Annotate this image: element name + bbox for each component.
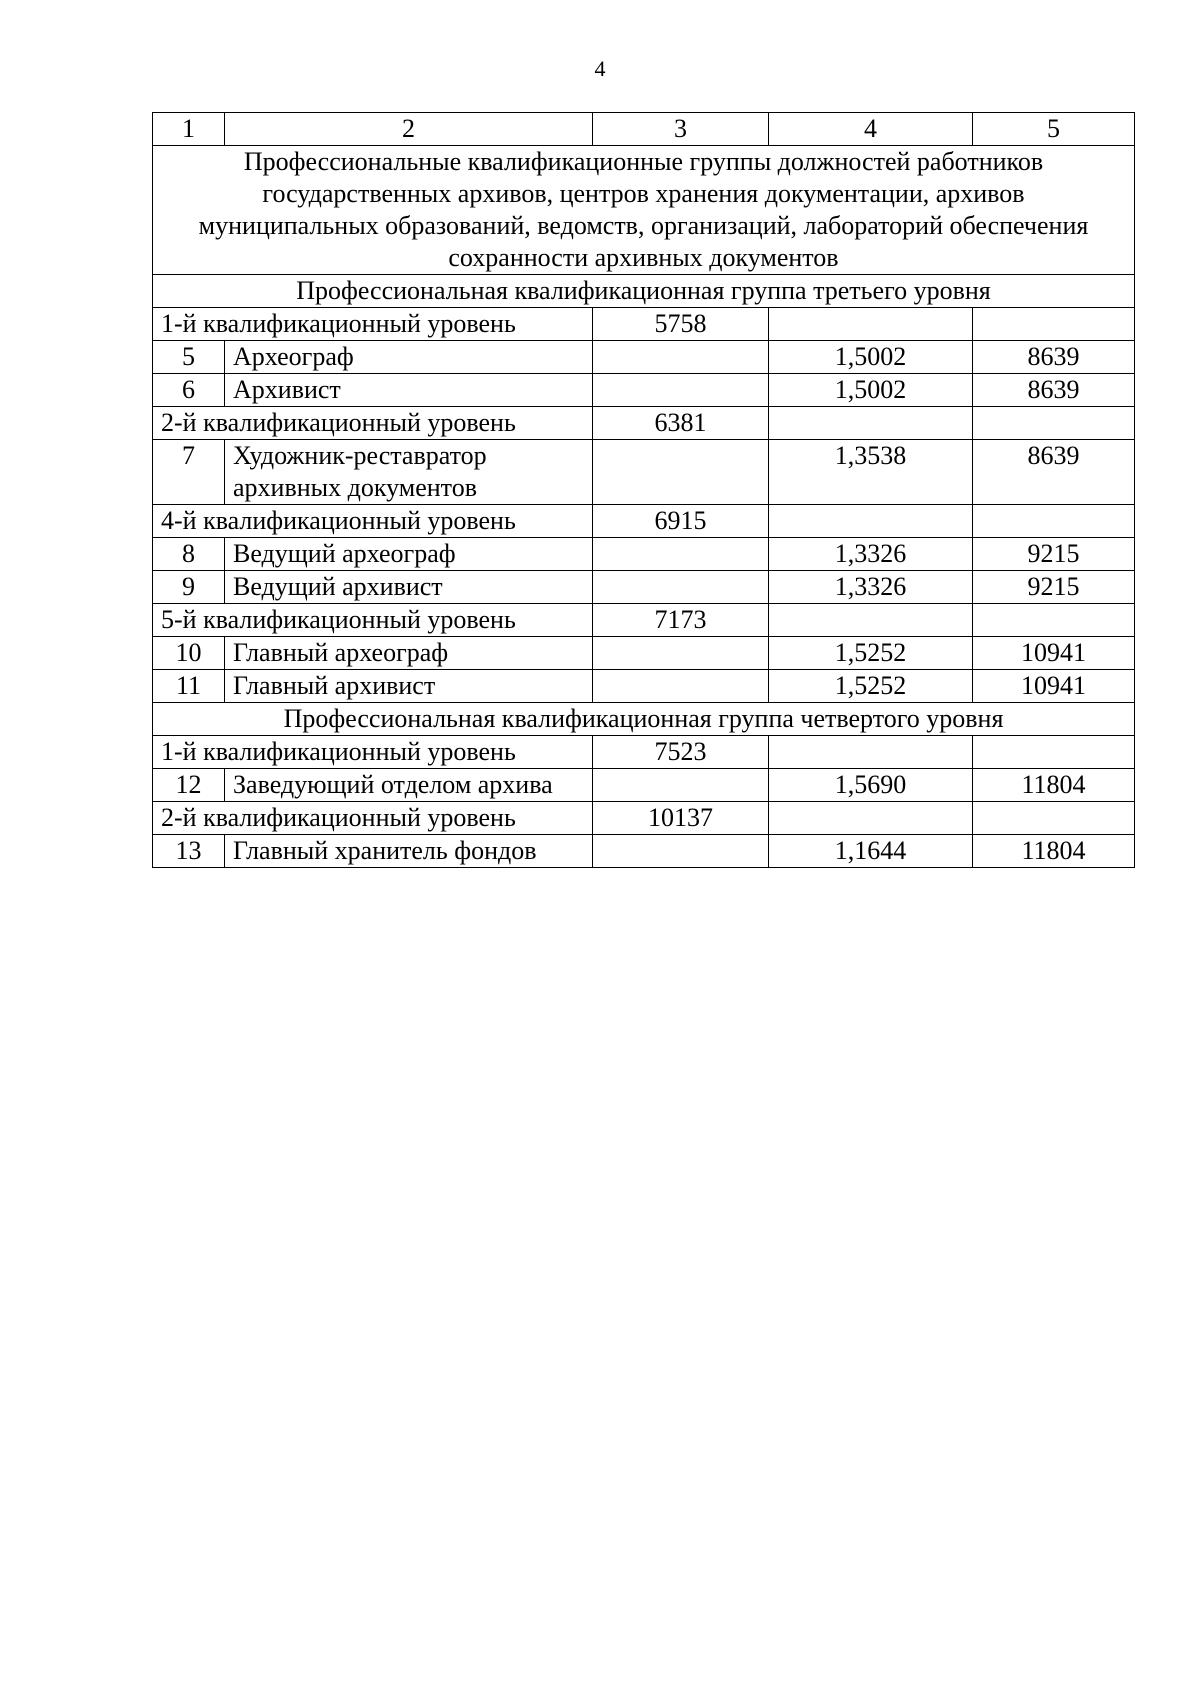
table-row — [153, 538, 1135, 571]
empty-cell — [593, 341, 769, 374]
empty-cell — [973, 308, 1135, 341]
coefficient: 1,3326 — [769, 538, 973, 571]
qualification-level-row — [153, 407, 1135, 440]
position-name: Главный археограф — [225, 637, 593, 670]
row-number: 13 — [153, 835, 225, 868]
coefficient: 1,3326 — [769, 571, 973, 604]
section-title-row — [153, 146, 1135, 275]
row-number: 8 — [153, 538, 225, 571]
row-number: 6 — [153, 374, 225, 407]
empty-cell — [769, 407, 973, 440]
position-name: Археограф — [225, 341, 593, 374]
empty-cell — [973, 505, 1135, 538]
column-number-4: 4 — [769, 113, 973, 146]
empty-cell — [769, 604, 973, 637]
position-name: Художник-реставратор архивных документов — [225, 440, 593, 505]
table-row — [153, 835, 1135, 868]
empty-cell — [593, 670, 769, 703]
empty-cell — [769, 505, 973, 538]
salary-total: 10941 — [973, 670, 1135, 703]
empty-cell — [593, 374, 769, 407]
qualification-level-label: 1-й квалификационный уровень — [153, 736, 593, 769]
coefficient: 1,5252 — [769, 637, 973, 670]
salary-total: 11804 — [973, 835, 1135, 868]
qualification-level-row — [153, 604, 1135, 637]
base-salary: 10137 — [593, 802, 769, 835]
salary-total: 8639 — [973, 341, 1135, 374]
empty-cell — [973, 736, 1135, 769]
salary-table — [152, 112, 1135, 868]
empty-cell — [973, 802, 1135, 835]
position-name: Ведущий архивист — [225, 571, 593, 604]
empty-cell — [593, 440, 769, 505]
column-number-1: 1 — [153, 113, 225, 146]
column-number-row — [153, 113, 1135, 146]
qualification-level-row — [153, 802, 1135, 835]
base-salary: 5758 — [593, 308, 769, 341]
base-salary: 6381 — [593, 407, 769, 440]
position-name: Архивист — [225, 374, 593, 407]
salary-total: 9215 — [973, 538, 1135, 571]
salary-total: 9215 — [973, 571, 1135, 604]
empty-cell — [593, 835, 769, 868]
salary-total: 8639 — [973, 440, 1135, 505]
row-number: 12 — [153, 769, 225, 802]
table-row — [153, 769, 1135, 802]
position-name: Заведующий отделом архива — [225, 769, 593, 802]
column-number-2: 2 — [225, 113, 593, 146]
table-row — [153, 341, 1135, 374]
position-name: Ведущий археограф — [225, 538, 593, 571]
row-number: 9 — [153, 571, 225, 604]
table-row — [153, 670, 1135, 703]
column-number-3: 3 — [593, 113, 769, 146]
page-number: 4 — [594, 56, 606, 81]
empty-cell — [973, 604, 1135, 637]
group-title-row — [153, 275, 1135, 308]
row-number: 10 — [153, 637, 225, 670]
group-title-fourth-level: Профессиональная квалификационная группа четвертого уровня — [153, 703, 1135, 736]
qualification-level-label: 1-й квалификационный уровень — [153, 308, 593, 341]
row-number: 11 — [153, 670, 225, 703]
table-row — [153, 571, 1135, 604]
empty-cell — [593, 637, 769, 670]
salary-total: 8639 — [973, 374, 1135, 407]
coefficient: 1,5252 — [769, 670, 973, 703]
empty-cell — [769, 308, 973, 341]
coefficient: 1,5690 — [769, 769, 973, 802]
group-title-third-level: Профессиональная квалификационная группа третьего уровня — [153, 275, 1135, 308]
qualification-level-row — [153, 736, 1135, 769]
qualification-level-label: 2-й квалификационный уровень — [153, 407, 593, 440]
row-number: 5 — [153, 341, 225, 374]
base-salary: 7173 — [593, 604, 769, 637]
coefficient: 1,5002 — [769, 374, 973, 407]
qualification-level-row — [153, 505, 1135, 538]
salary-total: 10941 — [973, 637, 1135, 670]
empty-cell — [593, 571, 769, 604]
table-row — [153, 440, 1135, 505]
position-name: Главный архивист — [225, 670, 593, 703]
coefficient: 1,5002 — [769, 341, 973, 374]
empty-cell — [593, 769, 769, 802]
qualification-level-label: 5-й квалификационный уровень — [153, 604, 593, 637]
base-salary: 7523 — [593, 736, 769, 769]
qualification-level-row — [153, 308, 1135, 341]
coefficient: 1,3538 — [769, 440, 973, 505]
table-row — [153, 637, 1135, 670]
row-number: 7 — [153, 440, 225, 505]
section-title: Профессиональные квалификационные группы должностей работников государственных архивов, центров хранения документации, архивов муниципальных образований, ведомств, организаций, лабораторий обеспечения сохранности архивных документов — [153, 146, 1135, 275]
empty-cell — [973, 407, 1135, 440]
position-name: Главный хранитель фондов — [225, 835, 593, 868]
empty-cell — [769, 736, 973, 769]
empty-cell — [593, 538, 769, 571]
coefficient: 1,1644 — [769, 835, 973, 868]
qualification-level-label: 2-й квалификационный уровень — [153, 802, 593, 835]
empty-cell — [769, 802, 973, 835]
salary-total: 11804 — [973, 769, 1135, 802]
base-salary: 6915 — [593, 505, 769, 538]
qualification-level-label: 4-й квалификационный уровень — [153, 505, 593, 538]
table-row — [153, 374, 1135, 407]
column-number-5: 5 — [973, 113, 1135, 146]
group-title-row — [153, 703, 1135, 736]
